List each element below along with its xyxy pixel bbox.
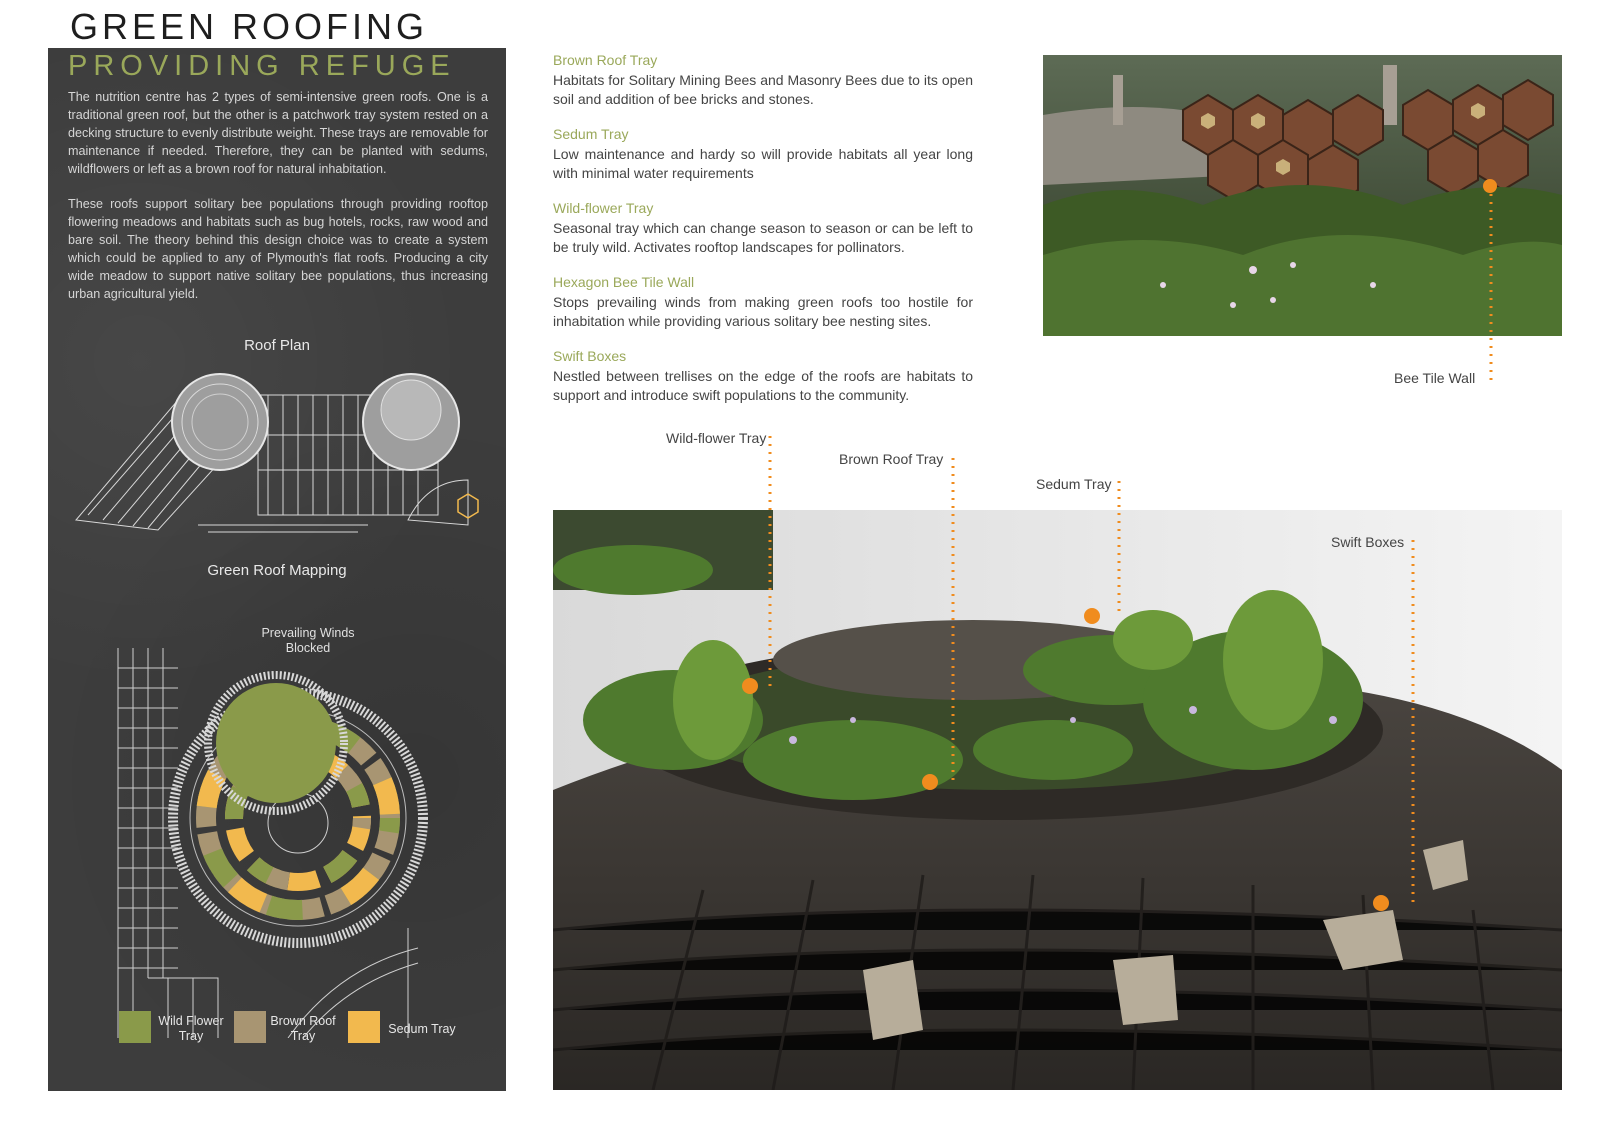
feature-wild-flower-tray bbox=[553, 200, 973, 257]
legend-swatch-brown-roof bbox=[234, 1011, 266, 1043]
green-roof-render-illustration bbox=[553, 510, 1562, 1090]
callout-wild-flower-tray: Wild-flower Tray bbox=[666, 430, 767, 446]
feature-title: Wild-flower Tray bbox=[553, 200, 654, 216]
green-roof-render-image bbox=[553, 510, 1562, 1090]
feature-sedum-tray bbox=[553, 126, 973, 183]
feature-title: Brown Roof Tray bbox=[553, 52, 658, 68]
intro-paragraph-1: The nutrition centre has 2 types of semi-intensive green roofs. One is a traditional green roof, but the other is a patchwork tray system rested on a decking structure to evenly distribute weight. These trays are removable for maintenance if needed. Therefore, they can be planted with sedums, wildflowers or left as a brown roof for natural inhabitation. bbox=[68, 90, 488, 176]
feature-brown-roof-tray bbox=[553, 52, 973, 109]
info-panel bbox=[48, 48, 506, 1091]
legend-swatch-wild-flower bbox=[119, 1011, 151, 1043]
feature-desc: Low maintenance and hardy so will provide habitats all year long with minimal water requirements bbox=[553, 146, 973, 181]
prevailing-winds-label: Prevailing Winds Blocked bbox=[261, 626, 355, 655]
feature-title: Hexagon Bee Tile Wall bbox=[553, 274, 695, 290]
feature-hexagon-bee-tile-wall bbox=[553, 274, 973, 331]
callout-line-bee-tile-wall bbox=[1486, 186, 1496, 386]
subtitle: PROVIDING REFUGE bbox=[68, 50, 456, 82]
intro-paragraph-2: These roofs support solitary bee populations through providing rooftop flowering meadows and habitats such as bug hotels, rocks, raw wood and bare soil. The theory behind this design choice was to create a system which could be applied to any of Plymouth's flat roofs. Producing a city wide meadow to support native solitary bee populations, thus increasing urban agricultural yield. bbox=[68, 197, 488, 301]
legend-swatch-sedum bbox=[348, 1011, 380, 1043]
feature-title: Sedum Tray bbox=[553, 126, 629, 142]
feature-title: Swift Boxes bbox=[553, 348, 627, 364]
callout-brown-roof-tray: Brown Roof Tray bbox=[839, 451, 944, 467]
green-roof-mapping-label: Green Roof Mapping bbox=[207, 562, 347, 579]
feature-desc: Nestled between trellises on the edge of the roofs are habitats to support and introduce swift populations to the community. bbox=[553, 368, 973, 403]
green-roof-mapping-drawing bbox=[108, 648, 448, 1038]
legend-label-brown-roof: Brown Roof Tray bbox=[270, 1014, 336, 1043]
feature-desc: Seasonal tray which can change season to season or can be left to be truly wild. Activates rooftop landscapes for pollinators. bbox=[553, 220, 973, 255]
bee-tile-wall-illustration bbox=[1043, 55, 1562, 336]
bee-tile-wall-image bbox=[1043, 55, 1562, 336]
legend-label-wild-flower: Wild Flower Tray bbox=[158, 1014, 224, 1043]
callout-bee-tile-wall: Bee Tile Wall bbox=[1394, 370, 1476, 386]
callout-sedum-tray: Sedum Tray bbox=[1036, 476, 1112, 492]
feature-desc: Habitats for Solitary Mining Bees and Masonry Bees due to its open soil and addition of bee bricks and stones. bbox=[553, 72, 973, 107]
intro-text bbox=[68, 88, 488, 320]
roof-plan-drawing bbox=[68, 360, 488, 540]
legend-label-sedum: Sedum Tray bbox=[388, 1022, 456, 1036]
roof-plan-label: Roof Plan bbox=[244, 337, 310, 354]
page-title: GREEN ROOFING bbox=[70, 6, 429, 47]
feature-desc: Stops prevailing winds from making green roofs too hostile for inhabitation while providing various solitary bee nesting sites. bbox=[553, 294, 973, 329]
feature-swift-boxes bbox=[553, 348, 973, 405]
callout-swift-boxes: Swift Boxes bbox=[1331, 534, 1405, 550]
